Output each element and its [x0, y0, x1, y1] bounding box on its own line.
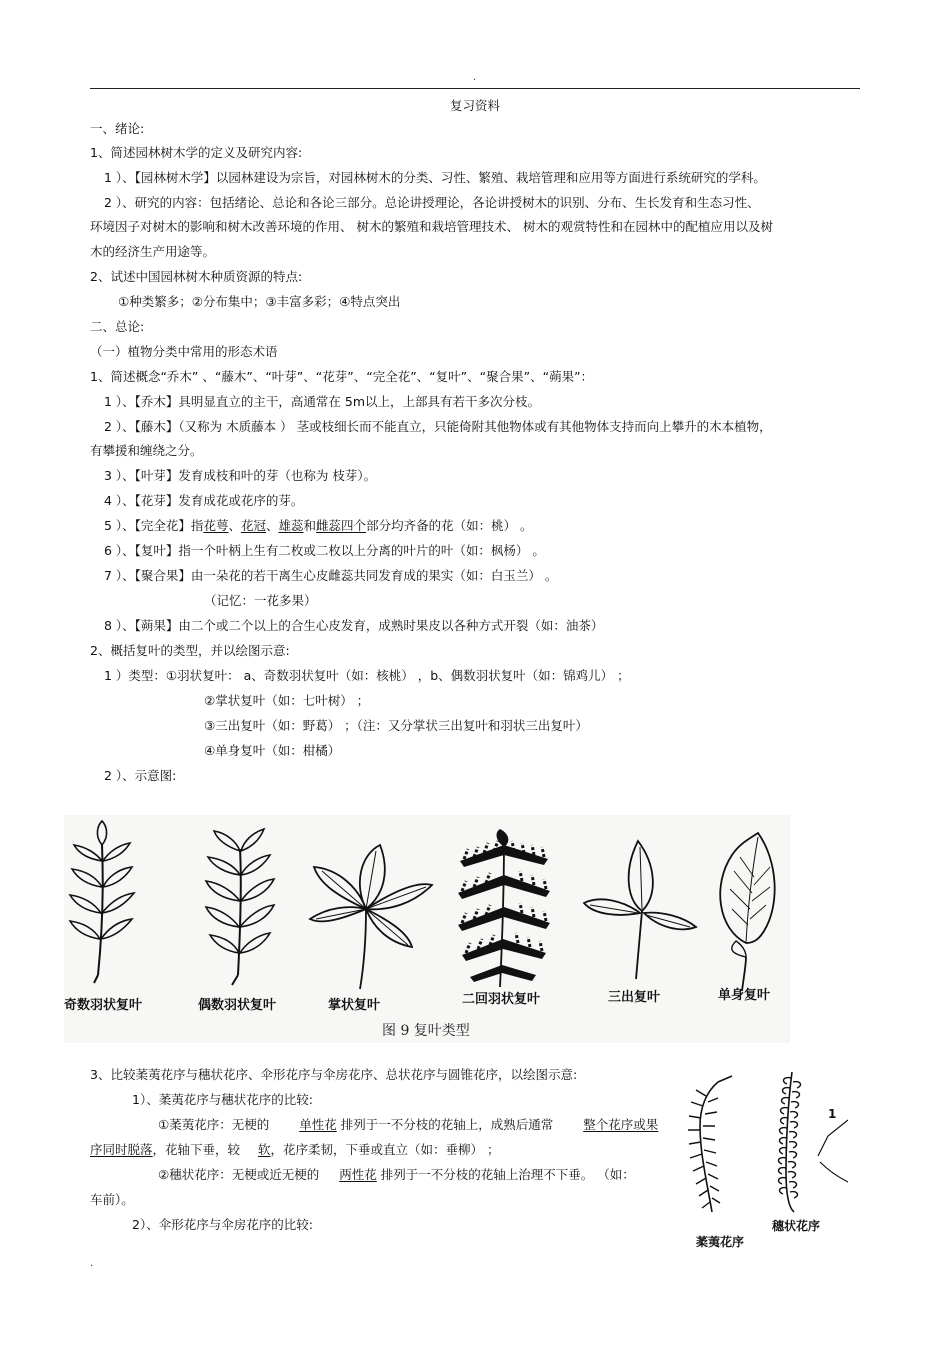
leaf-types-2: ②掌状复叶（如：七叶树） ；: [204, 693, 370, 708]
catkin-drawing: [688, 1076, 732, 1212]
text-span: ，花序柔韧，下垂或直立（如：垂柳） ；: [270, 1142, 500, 1157]
term-aggregate-fruit: 7 ）、【聚合果】由一朵花的若干离生心皮雌蕊共同发育成的果实（如：白玉兰） 。: [104, 568, 558, 583]
figure2-mark: 1: [828, 1107, 837, 1121]
figure-caption: 图 9 复叶类型: [382, 1023, 470, 1039]
term-vine-line2: 有攀援和缠绕之分。: [90, 443, 203, 458]
leaf-types-3: ③三出复叶（如：野葛） ；（注：又分掌状三出复叶和羽状三出复叶）: [204, 718, 588, 733]
underlined-term: 序同时脱落: [90, 1142, 153, 1157]
term-compound-leaf: 6 ）、【复叶】指一个叶柄上生有二枚或二枚以上分离的叶片的叶（如：枫杨） 。: [104, 543, 545, 558]
subsection-heading: （一）植物分类中常用的形态术语: [90, 344, 278, 359]
inflorescence-drawing: [670, 1062, 848, 1262]
question-1: 1、简述园林树木学的定义及研究内容:: [90, 145, 303, 160]
spike-drawing: [779, 1072, 801, 1212]
question-2: 2、试述中国园林树木种质资源的特点:: [90, 269, 303, 284]
figure2-label-spike: 穗状花序: [772, 1219, 821, 1233]
inflorescence-compare-2: 2）、伞形花序与伞房花序的比较:: [132, 1217, 313, 1232]
palmate-leaf-drawing: [310, 845, 432, 989]
compound-leaf-figure: [64, 815, 790, 1043]
underlined-term: 雄蕊: [278, 518, 304, 533]
leaf-types-1: 1 ）类型：①羽状复叶： a、奇数羽状复叶（如：核桃） ，b、偶数羽状复叶（如：锦鸡儿） ；: [104, 668, 630, 683]
trifoliate-leaf-drawing: [584, 841, 696, 979]
diagram-heading: 2 ）、示意图:: [104, 768, 177, 783]
answer-1-2-line1: 2 ）、研究的内容：包括绪论、总论和各论三部分。总论讲授理论，各论讲授树木的识别、分布、生长发育和生态习性、: [104, 195, 760, 210]
partial-drawing: [818, 1120, 848, 1182]
underlined-term: 软: [258, 1142, 271, 1157]
answer-1-1: 1 ）、【园林树木学】以园林建设为宗旨，对园林树木的分类、习性、繁殖、栽培管理和应用等方面进行系统研究的学科。: [104, 170, 766, 185]
figure-label-odd-pinnate: 奇数羽状复叶: [64, 998, 143, 1013]
text-span: 部分均齐备的花（如：桃） 。: [366, 518, 533, 533]
underlined-term: 花萼: [203, 518, 229, 533]
text-span: 5 ）、【完全花】指: [104, 518, 204, 533]
compound-leaf-drawing: [64, 815, 790, 1043]
text-span: 、: [228, 518, 241, 533]
term-question-1: 1、简述概念“乔木” 、“藤木”、“叶芽”、“花芽”、“完全花”、“复叶”、“聚合果”、“蒴果”：: [90, 369, 594, 384]
figure2-label-catkin: 葇荑花序: [696, 1235, 745, 1249]
inflorescence-figure: [670, 1062, 848, 1262]
text-span: 排列于一不分枝的花轴上，成熟后通常: [340, 1117, 554, 1132]
text-span: ，花轴下垂，较: [152, 1142, 241, 1157]
section-heading-intro: 一、绪论:: [90, 121, 145, 136]
memo-note: （记忆：一花多果）: [204, 593, 317, 608]
spike-line2: 车前）。: [90, 1192, 134, 1207]
underlined-term: 单性花: [299, 1117, 337, 1132]
answer-2: ①种类繁多；②分布集中；③丰富多彩；④特点突出: [118, 294, 401, 309]
catkin-line1: [158, 1116, 658, 1134]
term-complete-flower: [104, 517, 533, 535]
section-heading-general: 二、总论:: [90, 319, 145, 334]
term-vine-line1: 2 ）、【藤木】（又称为 木质藤本 ） 茎或枝细长而不能直立，只能倚附其他物体或有其他物体支持而向上攀升的木本植物，: [104, 419, 772, 434]
bipinnate-leaf-drawing: [458, 829, 550, 987]
underlined-term: 四个: [341, 518, 367, 533]
term-question-3: 3、比较葇荑花序与穗状花序、伞形花序与伞房花序、总状花序与圆锥花序，以绘图示意:: [90, 1067, 578, 1082]
even-pinnate-leaf-drawing: [206, 829, 274, 985]
catkin-line2: [90, 1141, 500, 1159]
page-title: 复习资料: [449, 98, 500, 113]
figure-label-bipinnate: 二回羽状复叶: [462, 992, 541, 1007]
figure-label-even-pinnate: 偶数羽状复叶: [198, 998, 277, 1013]
term-question-2: 2、概括复叶的类型，并以绘图示意:: [90, 643, 290, 658]
header-rule: [90, 88, 860, 89]
unifoliate-leaf-drawing: [720, 833, 774, 991]
text-span: ②穗状花序：无梗或近无梗的: [158, 1167, 320, 1182]
text-span: 、: [265, 518, 279, 533]
text-span: 排列于一不分枝的花轴上治理不下垂。 （如：: [380, 1167, 635, 1182]
text-span: 和: [303, 518, 317, 533]
figure-label-trifoliate: 三出复叶: [608, 990, 661, 1005]
term-flower-bud: 4 ）、【花芽】发育成花或花序的芽。: [104, 493, 304, 508]
term-leaf-bud: 3 ）、【叶芽】发育成枝和叶的芽（也称为 枝芽）。: [104, 468, 377, 483]
underlined-term: 雌蕊: [316, 518, 342, 533]
spike-line1: [158, 1166, 635, 1184]
text-span: ①葇荑花序：无梗的: [158, 1117, 270, 1132]
figure-label-unifoliate: 单身复叶: [718, 988, 771, 1003]
underlined-term: 两性花: [339, 1167, 377, 1182]
answer-1-2-line3: 木的经济生产用途等。: [90, 244, 216, 259]
answer-1-2-line2: 环境因子对树木的影响和树木改善环境的作用、 树木的繁殖和栽培管理技术、 树木的观赏特性和在园林中的配植应用以及树: [90, 219, 773, 234]
header-dot: .: [473, 72, 477, 83]
underlined-term: 花冠: [240, 518, 266, 533]
leaf-types-4: ④单身复叶（如：柑橘）: [204, 743, 341, 758]
inflorescence-compare-1: 1）、葇荑花序与穗状花序的比较:: [132, 1092, 313, 1107]
figure-label-palmate: 掌状复叶: [328, 998, 381, 1013]
footer-dot: .: [90, 1258, 94, 1269]
term-tree: 1 ）、【乔木】具明显直立的主干，高通常在 5m以上，上部具有若干多次分枝。: [104, 394, 541, 409]
term-capsule: 8 ）、【蒴果】由二个或二个以上的合生心皮发育，成熟时果皮以各种方式开裂（如：油茶）: [104, 618, 604, 633]
underlined-term: 整个花序或果: [583, 1117, 659, 1132]
odd-pinnate-leaf-drawing: [70, 821, 134, 983]
